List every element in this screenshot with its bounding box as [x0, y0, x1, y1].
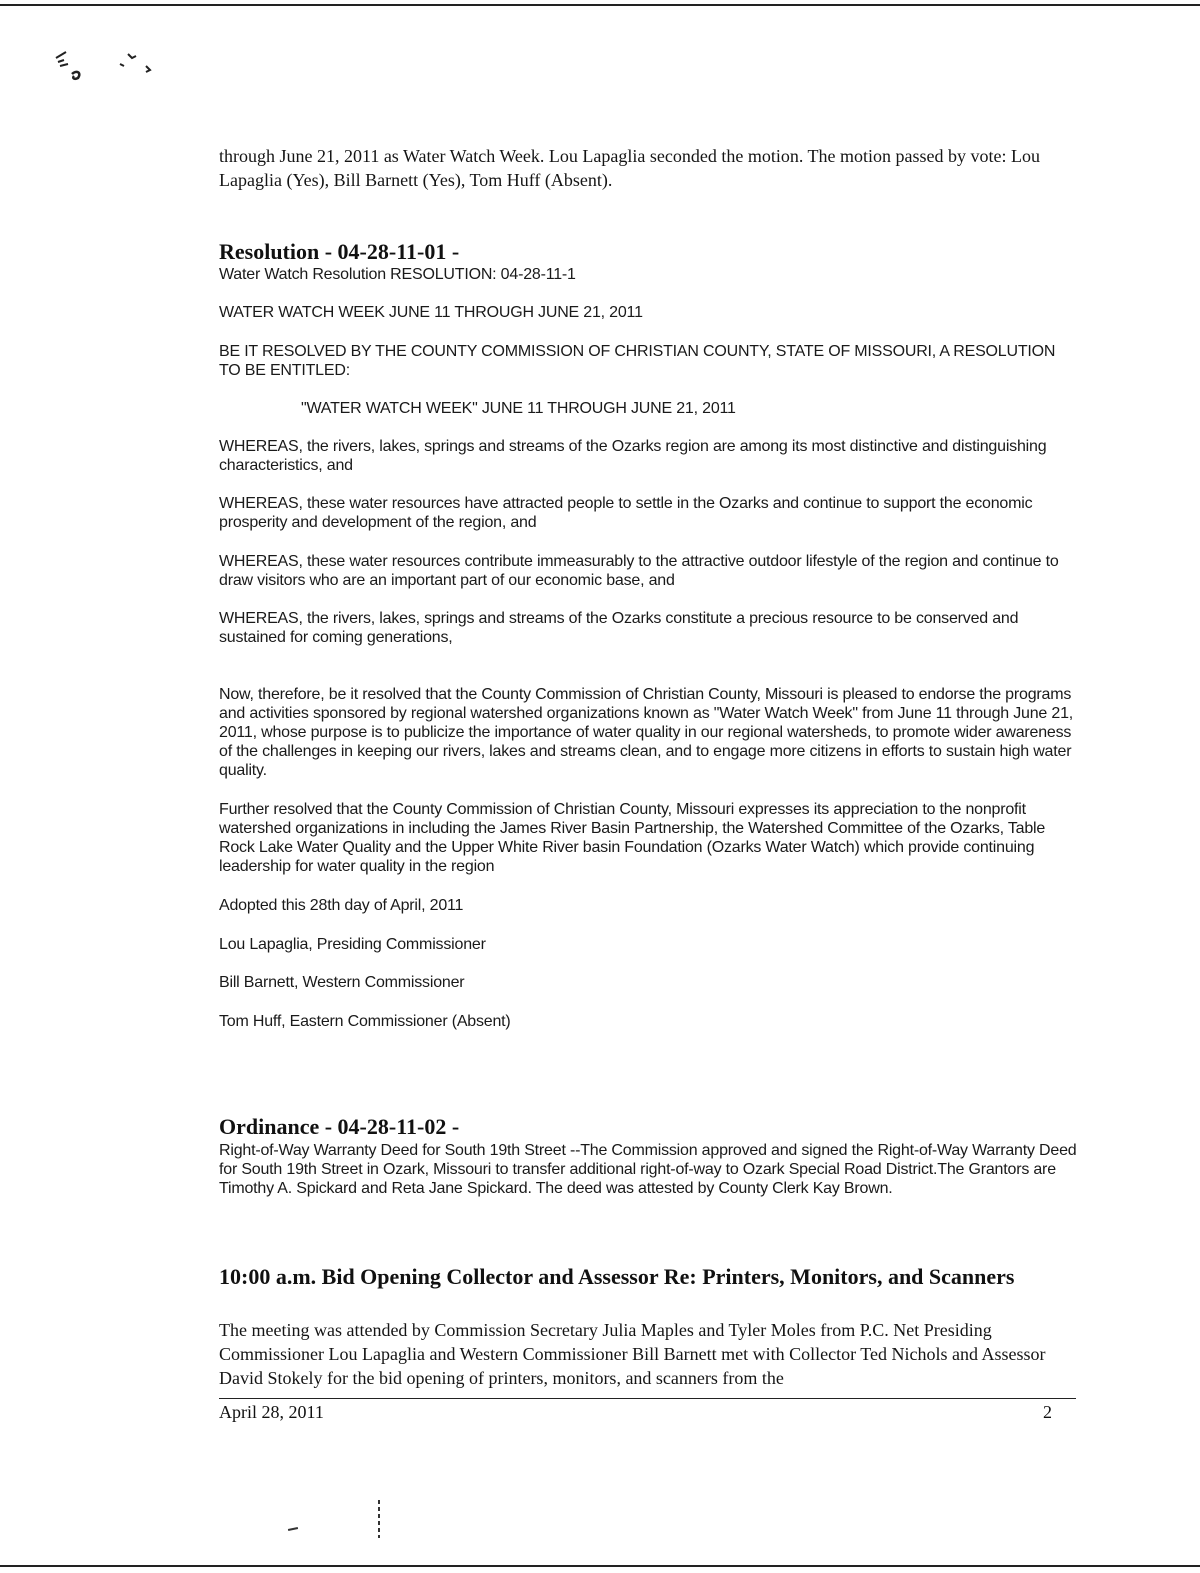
resolution-entitled-line: "WATER WATCH WEEK" JUNE 11 THROUGH JUNE 21, 2011: [301, 400, 736, 417]
scan-specks: [50, 44, 170, 94]
resolution-subtitle: Water Watch Resolution RESOLUTION: 04-28-11-1: [219, 266, 576, 283]
further-resolved-paragraph: Further resolved that the County Commission of Christian County, Missouri expresses its appreciation to the nonprofit watershed organizations in including the James River Basin Partnership, the Watershed Committee of the Ozarks, Table Rock Lake Water Quality and the Upper White River basin Foundation (Ozarks Water Watch) which provide continuing leadership for water quality in the region: [219, 801, 1046, 875]
whereas-paragraph: WHEREAS, these water resources have attracted people to settle in the Ozarks and continue to support the economic prosperity and development of the region, and: [219, 495, 1033, 531]
ordinance-heading: Ordinance - 04-28-11-02 -: [219, 1114, 460, 1139]
scan-mark: [288, 1527, 298, 1531]
scan-bottom-border: [0, 1565, 1200, 1567]
resolution-heading: Resolution - 04-28-11-01 -: [219, 239, 460, 264]
whereas-paragraph: WHEREAS, these water resources contribute immeasurably to the attractive outdoor lifestyle of the region and continue to draw visitors who are an important part of our economic base, and: [219, 553, 1059, 589]
signatory-line: Tom Huff, Eastern Commissioner (Absent): [219, 1013, 511, 1030]
footer-date: April 28, 2011: [219, 1402, 324, 1422]
scan-top-border: [0, 4, 1200, 6]
whereas-paragraph: WHEREAS, the rivers, lakes, springs and streams of the Ozarks region are among its most distinctive and distinguishing characteristics, and: [219, 438, 1047, 474]
page-number: 2: [1043, 1402, 1052, 1422]
ordinance-paragraph: Right-of-Way Warranty Deed for South 19th Street --The Commission approved and signed the Right-of-Way Warranty Deed for South 19th Street in Ozark, Missouri to transfer additional right-of-way to Ozark Special Road District.The Grantors are Timothy A. Spickard and Reta Jane Spickard. The deed was attested by County Clerk Kay Brown.: [219, 1142, 1077, 1197]
whereas-paragraph: WHEREAS, the rivers, lakes, springs and streams of the Ozarks constitute a precious resource to be conserved and sustained for coming generations,: [219, 610, 1019, 646]
intro-paragraph: through June 21, 2011 as Water Watch Week. Lou Lapaglia seconded the motion. The motion passed by vote: Lou Lapaglia (Yes), Bill Barnett (Yes), Tom Huff (Absent).: [219, 146, 1040, 190]
adopted-line: Adopted this 28th day of April, 2011: [219, 897, 464, 914]
resolution-title-line: WATER WATCH WEEK JUNE 11 THROUGH JUNE 21, 2011: [219, 304, 643, 321]
be-it-resolved-paragraph: BE IT RESOLVED BY THE COUNTY COMMISSION OF CHRISTIAN COUNTY, STATE OF MISSOURI, A RESOLUTION TO BE ENTITLED:: [219, 343, 1056, 379]
bid-opening-paragraph: The meeting was attended by Commission Secretary Julia Maples and Tyler Moles from P.C. Net Presiding Commissioner Lou Lapaglia and Western Commissioner Bill Barnett met with Collector Ted Nichols and Assessor David Stokely for the bid opening of printers, monitors, and scanners from the: [219, 1320, 1046, 1388]
signatory-line: Bill Barnett, Western Commissioner: [219, 974, 465, 991]
now-therefore-paragraph: Now, therefore, be it resolved that the County Commission of Christian County, Missouri is pleased to endorse the programs and activities sponsored by regional watershed organizations known as "Water Watch Week" from June 11 through June 21, 2011, whose purpose is to publicize the importance of water quality in our regional watersheds, to promote wider awareness of the challenges in keeping our rivers, lakes and streams clean, and to engage more citizens in efforts to sustain high water quality.: [219, 686, 1074, 779]
footer-rule: [219, 1398, 1076, 1399]
bid-opening-heading: 10:00 a.m. Bid Opening Collector and Assessor Re: Printers, Monitors, and Scanners: [219, 1264, 1015, 1289]
signatory-line: Lou Lapaglia, Presiding Commissioner: [219, 936, 486, 953]
scan-mark: [378, 1500, 380, 1538]
